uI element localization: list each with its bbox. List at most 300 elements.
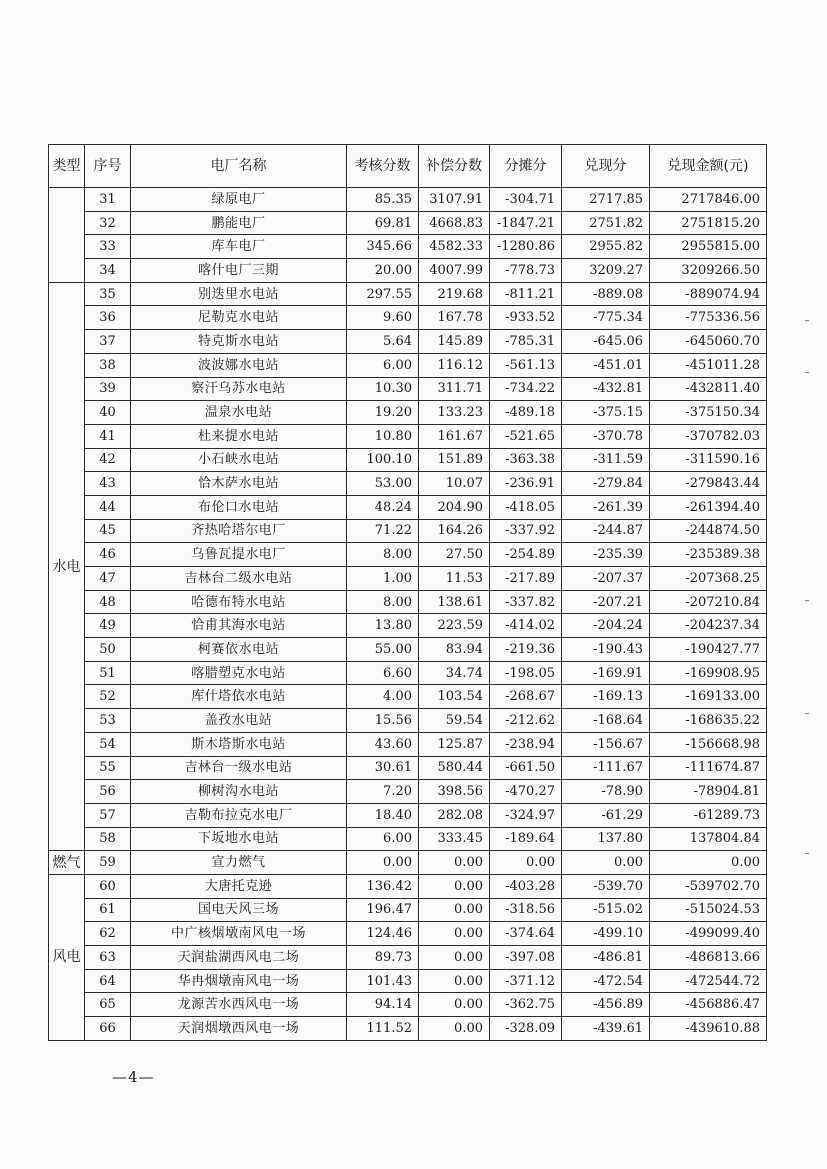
allocation-score-cell: 0.00: [490, 851, 562, 875]
assessment-score-cell: 53.00: [347, 472, 419, 496]
compensation-score-cell: 0.00: [419, 922, 490, 946]
row-index-cell: 59: [85, 851, 131, 875]
compensation-score-cell: 0.00: [419, 851, 490, 875]
settlement-score-cell: -311.59: [562, 448, 650, 472]
settlement-amount-cell: -279843.44: [650, 472, 767, 496]
row-index-cell: 63: [85, 946, 131, 970]
plant-name-cell: 吉林台二级水电站: [131, 567, 347, 591]
assessment-score-cell: 6.00: [347, 353, 419, 377]
settlement-score-cell: -261.39: [562, 495, 650, 519]
settlement-amount-cell: -156668.98: [650, 732, 767, 756]
settlement-amount-cell: -645060.70: [650, 330, 767, 354]
compensation-score-cell: 219.68: [419, 282, 490, 306]
plant-name-cell: 喀腊塑克水电站: [131, 661, 347, 685]
assessment-score-cell: 100.10: [347, 448, 419, 472]
plant-name-cell: 天润盐湖西风电二场: [131, 946, 347, 970]
plant-name-cell: 齐热哈塔尔电厂: [131, 519, 347, 543]
settlement-amount-cell: -472544.72: [650, 969, 767, 993]
assessment-score-cell: 101.43: [347, 969, 419, 993]
settlement-score-cell: -204.24: [562, 614, 650, 638]
allocation-score-cell: -198.05: [490, 661, 562, 685]
plant-name-cell: 天润烟墩西风电一场: [131, 1017, 347, 1041]
table-row: [49, 851, 767, 875]
assessment-score-cell: 85.35: [347, 188, 419, 212]
settlement-amount-cell: -451011.28: [650, 353, 767, 377]
row-index-cell: 42: [85, 448, 131, 472]
assessment-score-cell: 10.30: [347, 377, 419, 401]
compensation-score-cell: 4582.33: [419, 235, 490, 259]
table-body: [49, 188, 767, 1041]
table-row: [49, 401, 767, 425]
allocation-score-cell: -470.27: [490, 780, 562, 804]
settlement-amount-cell: -111674.87: [650, 756, 767, 780]
plant-name-cell: 绿原电厂: [131, 188, 347, 212]
row-index-cell: 60: [85, 874, 131, 898]
table-row: [49, 969, 767, 993]
settlement-score-cell: -432.81: [562, 377, 650, 401]
row-index-cell: 37: [85, 330, 131, 354]
settlement-amount-cell: -375150.34: [650, 401, 767, 425]
table-row: [49, 282, 767, 306]
table-row: [49, 495, 767, 519]
settlement-amount-cell: -235389.38: [650, 543, 767, 567]
settlement-amount-cell: 3209266.50: [650, 259, 767, 283]
row-index-cell: 62: [85, 922, 131, 946]
column-header: 考核分数: [347, 145, 419, 188]
plant-name-cell: 恰木萨水电站: [131, 472, 347, 496]
assessment-score-cell: 89.73: [347, 946, 419, 970]
table-row: [49, 590, 767, 614]
settlement-amount-cell: -190427.77: [650, 638, 767, 662]
row-index-cell: 50: [85, 638, 131, 662]
settlement-score-cell: -190.43: [562, 638, 650, 662]
assessment-score-cell: 0.00: [347, 851, 419, 875]
plant-name-cell: 宣力燃气: [131, 851, 347, 875]
row-index-cell: 45: [85, 519, 131, 543]
allocation-score-cell: -418.05: [490, 495, 562, 519]
compensation-score-cell: 151.89: [419, 448, 490, 472]
row-index-cell: 54: [85, 732, 131, 756]
compensation-score-cell: 10.07: [419, 472, 490, 496]
row-index-cell: 43: [85, 472, 131, 496]
settlement-amount-cell: -207210.84: [650, 590, 767, 614]
scan-mark: [805, 600, 809, 601]
settlement-amount-cell: -515024.53: [650, 898, 767, 922]
compensation-score-cell: 4668.83: [419, 211, 490, 235]
allocation-score-cell: -403.28: [490, 874, 562, 898]
settlement-amount-cell: 2955815.00: [650, 235, 767, 259]
settlement-score-cell: 137.80: [562, 827, 650, 851]
row-index-cell: 33: [85, 235, 131, 259]
table-row: [49, 567, 767, 591]
plant-name-cell: 龙源苦水西风电一场: [131, 993, 347, 1017]
settlement-score-cell: -207.21: [562, 590, 650, 614]
compensation-score-cell: 398.56: [419, 780, 490, 804]
row-index-cell: 64: [85, 969, 131, 993]
row-index-cell: 58: [85, 827, 131, 851]
row-index-cell: 38: [85, 353, 131, 377]
table-row: [49, 709, 767, 733]
compensation-score-cell: 145.89: [419, 330, 490, 354]
settlement-amount-cell: -168635.22: [650, 709, 767, 733]
settlement-score-cell: 0.00: [562, 851, 650, 875]
page-number: —4—: [112, 1068, 155, 1086]
type-cell: 水电: [49, 282, 85, 851]
settlement-amount-cell: -244874.50: [650, 519, 767, 543]
column-header: 电厂名称: [131, 145, 347, 188]
column-header: 类型: [49, 145, 85, 188]
allocation-score-cell: -212.62: [490, 709, 562, 733]
allocation-score-cell: -238.94: [490, 732, 562, 756]
row-index-cell: 40: [85, 401, 131, 425]
table-row: [49, 638, 767, 662]
settlement-amount-cell: 0.00: [650, 851, 767, 875]
compensation-score-cell: 4007.99: [419, 259, 490, 283]
column-header: 分摊分: [490, 145, 562, 188]
column-header: 补偿分数: [419, 145, 490, 188]
plant-name-cell: 大唐托克逊: [131, 874, 347, 898]
assessment-score-cell: 1.00: [347, 567, 419, 591]
allocation-score-cell: -374.64: [490, 922, 562, 946]
table-row: [49, 188, 767, 212]
table-row: [49, 259, 767, 283]
compensation-score-cell: 580.44: [419, 756, 490, 780]
compensation-score-cell: 59.54: [419, 709, 490, 733]
column-header: 序号: [85, 145, 131, 188]
settlement-amount-cell: -439610.88: [650, 1017, 767, 1041]
settlement-score-cell: -515.02: [562, 898, 650, 922]
settlement-amount-cell: -889074.94: [650, 282, 767, 306]
plant-name-cell: 特克斯水电站: [131, 330, 347, 354]
allocation-score-cell: -219.36: [490, 638, 562, 662]
plant-name-cell: 别迭里水电站: [131, 282, 347, 306]
row-index-cell: 47: [85, 567, 131, 591]
table-row: [49, 448, 767, 472]
settlement-score-cell: 2751.82: [562, 211, 650, 235]
table-row: [49, 874, 767, 898]
compensation-score-cell: 83.94: [419, 638, 490, 662]
table-row: [49, 424, 767, 448]
assessment-score-cell: 18.40: [347, 803, 419, 827]
settlement-score-cell: 2717.85: [562, 188, 650, 212]
scan-mark: [805, 713, 809, 714]
compensation-score-cell: 282.08: [419, 803, 490, 827]
compensation-score-cell: 34.74: [419, 661, 490, 685]
row-index-cell: 48: [85, 590, 131, 614]
table-row: [49, 306, 767, 330]
plant-name-cell: 库什塔依水电站: [131, 685, 347, 709]
settlement-amount-cell: 137804.84: [650, 827, 767, 851]
compensation-score-cell: 0.00: [419, 898, 490, 922]
compensation-score-cell: 103.54: [419, 685, 490, 709]
settlement-amount-cell: -311590.16: [650, 448, 767, 472]
compensation-score-cell: 125.87: [419, 732, 490, 756]
assessment-score-cell: 9.60: [347, 306, 419, 330]
assessment-score-cell: 136.42: [347, 874, 419, 898]
row-index-cell: 66: [85, 1017, 131, 1041]
allocation-score-cell: -362.75: [490, 993, 562, 1017]
assessment-score-cell: 8.00: [347, 590, 419, 614]
table-row: [49, 803, 767, 827]
assessment-score-cell: 4.00: [347, 685, 419, 709]
assessment-score-cell: 30.61: [347, 756, 419, 780]
table-row: [49, 235, 767, 259]
compensation-score-cell: 0.00: [419, 946, 490, 970]
row-index-cell: 65: [85, 993, 131, 1017]
type-cell: 燃气: [49, 851, 85, 875]
settlement-score-cell: -889.08: [562, 282, 650, 306]
compensation-score-cell: 116.12: [419, 353, 490, 377]
assessment-score-cell: 69.81: [347, 211, 419, 235]
allocation-score-cell: -397.08: [490, 946, 562, 970]
settlement-amount-cell: -370782.03: [650, 424, 767, 448]
settlement-score-cell: 2955.82: [562, 235, 650, 259]
plant-name-cell: 鹏能电厂: [131, 211, 347, 235]
assessment-score-cell: 13.80: [347, 614, 419, 638]
plant-name-cell: 喀什电厂三期: [131, 259, 347, 283]
compensation-score-cell: 311.71: [419, 377, 490, 401]
plant-name-cell: 尼勒克水电站: [131, 306, 347, 330]
plant-name-cell: 布伦口水电站: [131, 495, 347, 519]
allocation-score-cell: -561.13: [490, 353, 562, 377]
settlement-score-cell: -156.67: [562, 732, 650, 756]
assessment-score-cell: 48.24: [347, 495, 419, 519]
settlement-amount-cell: -456886.47: [650, 993, 767, 1017]
plant-name-cell: 小石峡水电站: [131, 448, 347, 472]
table-row: [49, 780, 767, 804]
column-header: 兑现金额(元): [650, 145, 767, 188]
plant-name-cell: 吉林台一级水电站: [131, 756, 347, 780]
plant-name-cell: 下坂地水电站: [131, 827, 347, 851]
plant-name-cell: 国电天风三场: [131, 898, 347, 922]
table-row: [49, 353, 767, 377]
compensation-score-cell: 3107.91: [419, 188, 490, 212]
table-row: [49, 685, 767, 709]
assessment-score-cell: 19.20: [347, 401, 419, 425]
allocation-score-cell: -661.50: [490, 756, 562, 780]
plant-name-cell: 中广核烟墩南风电一场: [131, 922, 347, 946]
plant-name-cell: 斯木塔斯水电站: [131, 732, 347, 756]
compensation-score-cell: 167.78: [419, 306, 490, 330]
compensation-score-cell: 161.67: [419, 424, 490, 448]
plant-name-cell: 温泉水电站: [131, 401, 347, 425]
plant-name-cell: 柯赛依水电站: [131, 638, 347, 662]
allocation-score-cell: -337.92: [490, 519, 562, 543]
compensation-score-cell: 133.23: [419, 401, 490, 425]
scan-mark: [805, 320, 809, 321]
allocation-score-cell: -414.02: [490, 614, 562, 638]
compensation-score-cell: 138.61: [419, 590, 490, 614]
row-index-cell: 51: [85, 661, 131, 685]
assessment-score-cell: 196.47: [347, 898, 419, 922]
row-index-cell: 52: [85, 685, 131, 709]
table-row: [49, 330, 767, 354]
table-row: [49, 732, 767, 756]
settlement-score-cell: -472.54: [562, 969, 650, 993]
plant-name-cell: 库车电厂: [131, 235, 347, 259]
table-row: [49, 827, 767, 851]
settlement-score-cell: -451.01: [562, 353, 650, 377]
type-cell: 风电: [49, 874, 85, 1040]
settlement-amount-cell: -207368.25: [650, 567, 767, 591]
settlement-score-cell: -439.61: [562, 1017, 650, 1041]
allocation-score-cell: -811.21: [490, 282, 562, 306]
settlement-score-cell: -169.91: [562, 661, 650, 685]
compensation-score-cell: 333.45: [419, 827, 490, 851]
table-row: [49, 211, 767, 235]
row-index-cell: 34: [85, 259, 131, 283]
plant-name-cell: 杜来提水电站: [131, 424, 347, 448]
settlement-score-cell: -244.87: [562, 519, 650, 543]
assessment-score-cell: 345.66: [347, 235, 419, 259]
table-row: [49, 946, 767, 970]
settlement-score-cell: -168.64: [562, 709, 650, 733]
compensation-score-cell: 164.26: [419, 519, 490, 543]
scan-mark: [805, 372, 809, 373]
assessment-score-cell: 71.22: [347, 519, 419, 543]
allocation-score-cell: -363.38: [490, 448, 562, 472]
row-index-cell: 36: [85, 306, 131, 330]
row-index-cell: 41: [85, 424, 131, 448]
table-row: [49, 519, 767, 543]
plant-name-cell: 华冉烟墩南风电一场: [131, 969, 347, 993]
plant-name-cell: 乌鲁瓦提水电厂: [131, 543, 347, 567]
settlement-score-cell: -645.06: [562, 330, 650, 354]
allocation-score-cell: -328.09: [490, 1017, 562, 1041]
assessment-score-cell: 10.80: [347, 424, 419, 448]
settlement-amount-cell: -261394.40: [650, 495, 767, 519]
settlement-score-cell: -111.67: [562, 756, 650, 780]
table-row: [49, 1017, 767, 1041]
table-row: [49, 472, 767, 496]
assessment-score-cell: 8.00: [347, 543, 419, 567]
settlement-score-cell: -78.90: [562, 780, 650, 804]
table-row: [49, 661, 767, 685]
settlement-amount-cell: -775336.56: [650, 306, 767, 330]
allocation-score-cell: -778.73: [490, 259, 562, 283]
compensation-score-cell: 0.00: [419, 993, 490, 1017]
settlement-amount-cell: -61289.73: [650, 803, 767, 827]
assessment-score-cell: 6.00: [347, 827, 419, 851]
settlement-amount-cell: -204237.34: [650, 614, 767, 638]
row-index-cell: 53: [85, 709, 131, 733]
row-index-cell: 57: [85, 803, 131, 827]
allocation-score-cell: -318.56: [490, 898, 562, 922]
scan-mark: [805, 853, 809, 854]
settlement-score-cell: -486.81: [562, 946, 650, 970]
settlement-amount-cell: -499099.40: [650, 922, 767, 946]
row-index-cell: 56: [85, 780, 131, 804]
settlement-score-cell: -61.29: [562, 803, 650, 827]
allocation-score-cell: -1847.21: [490, 211, 562, 235]
allocation-score-cell: -734.22: [490, 377, 562, 401]
settlement-score-cell: -279.84: [562, 472, 650, 496]
plant-name-cell: 柳树沟水电站: [131, 780, 347, 804]
allocation-score-cell: -785.31: [490, 330, 562, 354]
compensation-score-cell: 0.00: [419, 1017, 490, 1041]
table-row: [49, 898, 767, 922]
table-row: [49, 922, 767, 946]
allocation-score-cell: -1280.86: [490, 235, 562, 259]
compensation-score-cell: 223.59: [419, 614, 490, 638]
allocation-score-cell: -324.97: [490, 803, 562, 827]
allocation-score-cell: -304.71: [490, 188, 562, 212]
table-row: [49, 756, 767, 780]
settlement-amount-cell: 2717846.00: [650, 188, 767, 212]
compensation-score-cell: 0.00: [419, 874, 490, 898]
assessment-score-cell: 111.52: [347, 1017, 419, 1041]
settlement-table: [48, 144, 767, 1041]
settlement-score-cell: -539.70: [562, 874, 650, 898]
settlement-score-cell: -235.39: [562, 543, 650, 567]
row-index-cell: 46: [85, 543, 131, 567]
assessment-score-cell: 55.00: [347, 638, 419, 662]
compensation-score-cell: 204.90: [419, 495, 490, 519]
assessment-score-cell: 124.46: [347, 922, 419, 946]
settlement-amount-cell: -432811.40: [650, 377, 767, 401]
assessment-score-cell: 20.00: [347, 259, 419, 283]
settlement-score-cell: -169.13: [562, 685, 650, 709]
table-row: [49, 543, 767, 567]
plant-name-cell: 盖孜水电站: [131, 709, 347, 733]
allocation-score-cell: -217.89: [490, 567, 562, 591]
allocation-score-cell: -337.82: [490, 590, 562, 614]
row-index-cell: 49: [85, 614, 131, 638]
allocation-score-cell: -268.67: [490, 685, 562, 709]
row-index-cell: 32: [85, 211, 131, 235]
assessment-score-cell: 43.60: [347, 732, 419, 756]
settlement-amount-cell: -169908.95: [650, 661, 767, 685]
plant-name-cell: 吉勒布拉克水电厂: [131, 803, 347, 827]
settlement-score-cell: -375.15: [562, 401, 650, 425]
settlement-score-cell: -456.89: [562, 993, 650, 1017]
allocation-score-cell: -189.64: [490, 827, 562, 851]
assessment-score-cell: 94.14: [347, 993, 419, 1017]
settlement-amount-cell: -486813.66: [650, 946, 767, 970]
settlement-score-cell: -207.37: [562, 567, 650, 591]
plant-name-cell: 察汗乌苏水电站: [131, 377, 347, 401]
plant-name-cell: 波波娜水电站: [131, 353, 347, 377]
compensation-score-cell: 11.53: [419, 567, 490, 591]
allocation-score-cell: -254.89: [490, 543, 562, 567]
settlement-amount-cell: -78904.81: [650, 780, 767, 804]
table-header: [49, 145, 767, 188]
allocation-score-cell: -489.18: [490, 401, 562, 425]
settlement-score-cell: -370.78: [562, 424, 650, 448]
row-index-cell: 44: [85, 495, 131, 519]
allocation-score-cell: -521.65: [490, 424, 562, 448]
assessment-score-cell: 6.60: [347, 661, 419, 685]
table-row: [49, 993, 767, 1017]
settlement-score-cell: -499.10: [562, 922, 650, 946]
settlement-amount-cell: -169133.00: [650, 685, 767, 709]
allocation-score-cell: -371.12: [490, 969, 562, 993]
type-cell: [49, 188, 85, 283]
row-index-cell: 35: [85, 282, 131, 306]
plant-name-cell: 恰甫其海水电站: [131, 614, 347, 638]
column-header: 兑现分: [562, 145, 650, 188]
row-index-cell: 55: [85, 756, 131, 780]
assessment-score-cell: 15.56: [347, 709, 419, 733]
settlement-amount-cell: -539702.70: [650, 874, 767, 898]
allocation-score-cell: -933.52: [490, 306, 562, 330]
assessment-score-cell: 7.20: [347, 780, 419, 804]
row-index-cell: 31: [85, 188, 131, 212]
row-index-cell: 39: [85, 377, 131, 401]
row-index-cell: 61: [85, 898, 131, 922]
plant-name-cell: 哈德布特水电站: [131, 590, 347, 614]
table-row: [49, 614, 767, 638]
